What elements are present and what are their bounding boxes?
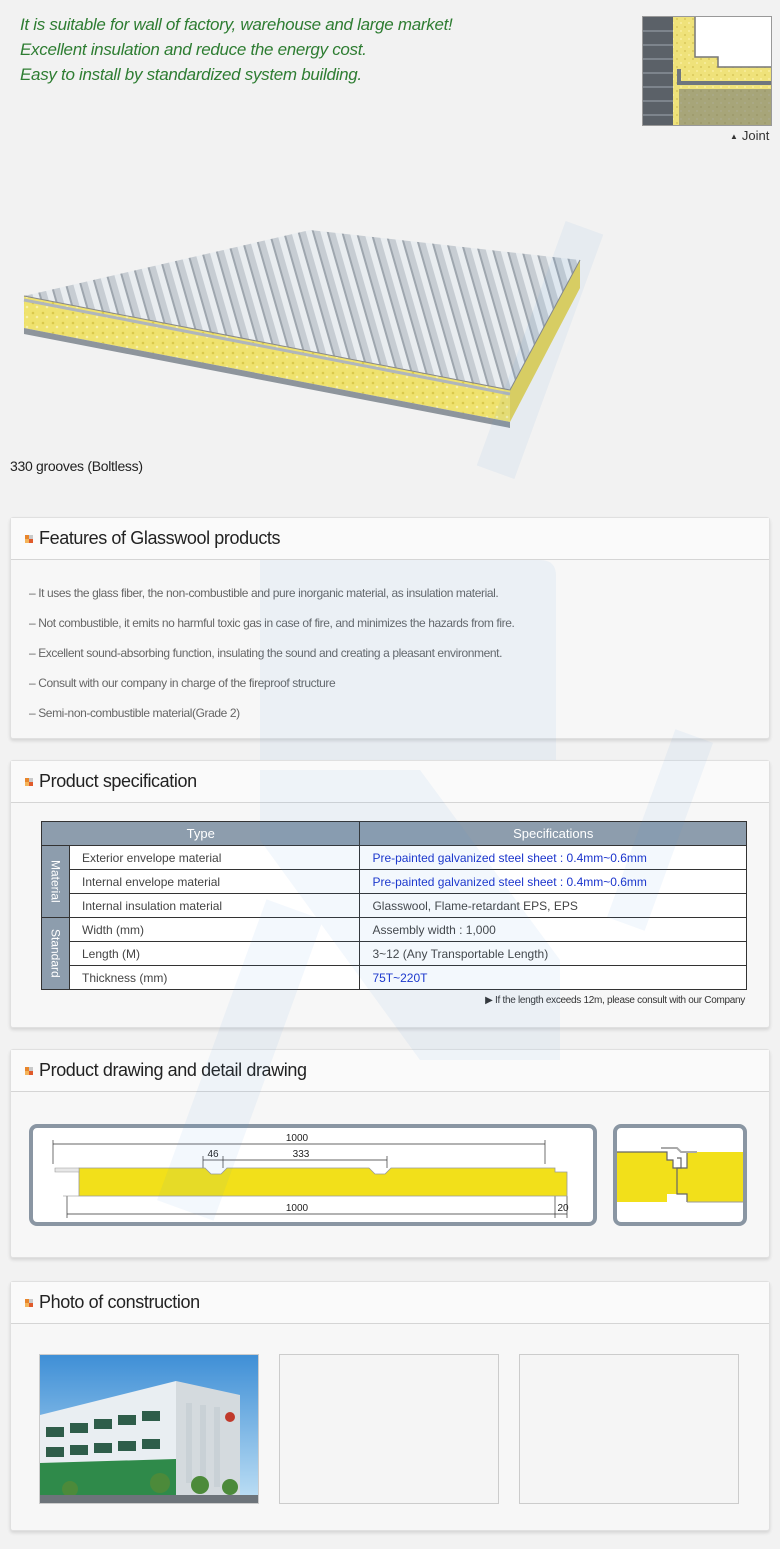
list-item: – Semi-non-combustible material(Grade 2) xyxy=(29,706,240,720)
spec-section xyxy=(10,760,770,1028)
spec-title: Product specification xyxy=(39,771,197,791)
panel-caption: 330 grooves (Boltless) xyxy=(10,458,143,474)
construction-photo-placeholder[interactable] xyxy=(279,1354,499,1504)
spec-cell: Pre-painted galvanized steel sheet : 0.4mm~0.6mm xyxy=(360,870,747,894)
spec-cell: Glasswool, Flame-retardant EPS, EPS xyxy=(360,894,747,918)
type-cell: Internal insulation material xyxy=(70,894,360,918)
type-cell: Width (mm) xyxy=(70,918,360,942)
type-cell: Thickness (mm) xyxy=(70,966,360,990)
type-cell: Length (M) xyxy=(70,942,360,966)
table-header-row xyxy=(42,822,747,846)
column-header: Type xyxy=(42,822,360,846)
column-header: Specifications xyxy=(360,822,747,846)
table-row xyxy=(42,966,747,990)
table-row xyxy=(42,894,747,918)
spec-table xyxy=(41,821,747,990)
group-label: Material xyxy=(42,846,70,918)
spec-cell: 75T~220T xyxy=(360,966,747,990)
joint-image xyxy=(642,16,772,126)
photo-header xyxy=(11,1282,769,1324)
dim-groove: 46 xyxy=(207,1149,219,1160)
dim-pitch: 333 xyxy=(292,1149,310,1160)
intro-line-3: Easy to install by standardized system building. xyxy=(20,65,362,84)
table-row xyxy=(42,870,747,894)
type-cell: Exterior envelope material xyxy=(70,846,360,870)
group-label: Standard xyxy=(42,918,70,990)
dim-top-width: 1000 xyxy=(285,1133,309,1144)
construction-photo[interactable] xyxy=(39,1354,259,1504)
triangle-up-icon: ▲ xyxy=(730,132,738,142)
section-bullet-icon xyxy=(25,1299,33,1307)
drawing-section xyxy=(10,1049,770,1258)
photo-title: Photo of construction xyxy=(39,1292,200,1312)
intro-line-2: Excellent insulation and reduce the energy cost. xyxy=(20,40,367,59)
spec-cell: 3~12 (Any Transportable Length) xyxy=(360,942,747,966)
list-item: – Excellent sound-absorbing function, insulating the sound and creating a pleasant environment. xyxy=(29,646,503,660)
drawing-title: Product drawing and detail drawing xyxy=(39,1060,307,1080)
spec-note: ▶ If the length exceeds 12m, please consult with our Company xyxy=(485,995,745,1006)
spec-cell: Assembly width : 1,000 xyxy=(360,918,747,942)
features-list xyxy=(11,560,769,728)
detail-drawing xyxy=(613,1124,747,1226)
dim-bottom-width: 1000 xyxy=(285,1203,309,1214)
features-title: Features of Glasswool products xyxy=(39,528,281,548)
intro-text xyxy=(20,12,620,87)
table-row xyxy=(42,918,747,942)
table-row xyxy=(42,846,747,870)
list-item: – Not combustible, it emits no harmful toxic gas in case of fire, and minimizes the hazards from fire. xyxy=(29,616,515,630)
construction-photo-placeholder[interactable] xyxy=(519,1354,739,1504)
features-header xyxy=(11,518,769,560)
spec-header xyxy=(11,761,769,803)
list-item: – It uses the glass fiber, the non-combustible and pure inorganic material, as insulation material. xyxy=(29,586,499,600)
intro-line-1: It is suitable for wall of factory, warehouse and large market! xyxy=(20,15,453,34)
list-item: – Consult with our company in charge of the fireproof structure xyxy=(29,676,336,690)
section-bullet-icon xyxy=(25,778,33,786)
joint-caption: ▲ Joint xyxy=(730,128,770,143)
section-bullet-icon xyxy=(25,1067,33,1075)
drawing-header xyxy=(11,1050,769,1092)
features-section xyxy=(10,517,770,739)
photo-section xyxy=(10,1281,770,1531)
dim-edge: 20 xyxy=(557,1203,569,1214)
type-cell: Internal envelope material xyxy=(70,870,360,894)
spec-cell: Pre-painted galvanized steel sheet : 0.4mm~0.6mm xyxy=(360,846,747,870)
table-row xyxy=(42,942,747,966)
sandwich-panel-image xyxy=(20,200,590,440)
section-bullet-icon xyxy=(25,535,33,543)
product-drawing xyxy=(29,1124,597,1226)
